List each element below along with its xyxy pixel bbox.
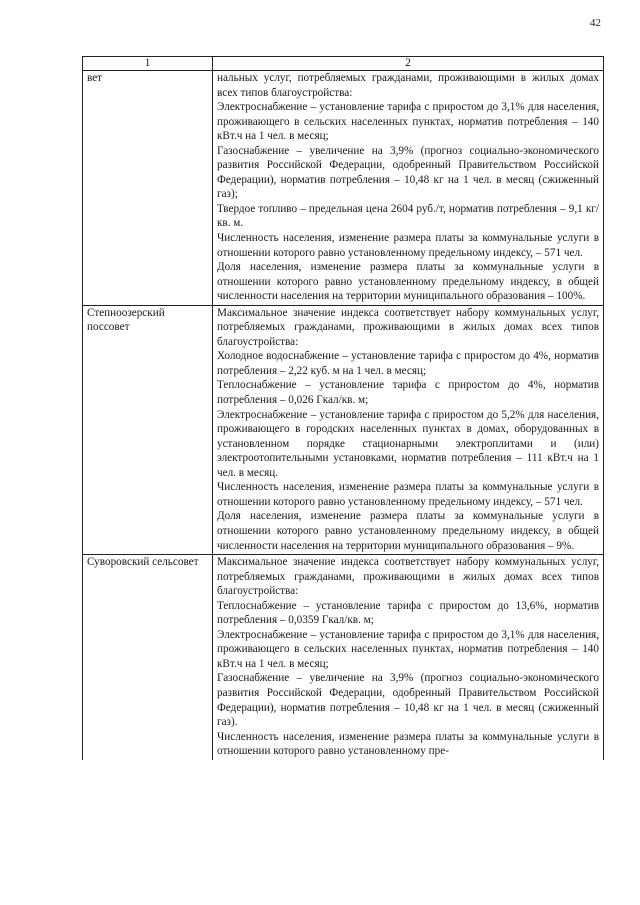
paragraph: Газоснабжение – увеличение на 3,9% (прогноз социально-экономического развития Российской Федерации, одобренный Правительством Российской Федерации), норматив потребления – 10,48 кг на 1 чел. в месяц (сжиженный газ). [217,672,599,729]
paragraph: Холодное водоснабжение – установление тарифа с приростом до 4%, норматив потребления – 2,22 куб. м на 1 чел. в месяц; [217,350,599,377]
paragraph: нальных услуг, потребляемых гражданами, проживающими в жилых домах всех типов благоустройства: [217,72,599,99]
municipality-name: вет [83,71,213,306]
column-header-2: 2 [213,57,604,71]
table-row [83,555,604,760]
page-number: 42 [590,17,601,29]
paragraph: Численность населения, изменение размера платы за коммунальные услуги в отношении которого равно установленному предельному индексу, – 571 чел. [217,232,599,259]
paragraph: Теплоснабжение – установление тарифа с приростом до 13,6%, норматив потребления – 0,0359 Гкал/кв. м; [217,599,599,627]
document-table [82,56,604,760]
paragraph: Максимальное значение индекса соответствует набору коммунальных услуг, потребляемых гражданами, проживающими в жилых домах всех типов благоустройства: [217,306,599,348]
tariff-description [213,71,604,306]
municipality-name: Суворовский сельсовет [83,555,213,760]
paragraph: Электроснабжение – установление тарифа с приростом до 5,2% для населения, проживающего в городских населенных пунктах в домах, оборудованных в установленном порядке стационарными электроплитами и (или) электроотопительными установками, норматив потребления – 111 кВт.ч на 1 чел. в месяц. [217,408,599,479]
paragraph: Твердое топливо – предельная цена 2604 руб./т, норматив потребления – 9,1 кг/кв. м. [217,202,599,230]
table-row [83,305,604,554]
paragraph: Доля населения, изменение размера платы за коммунальные услуги в отношении которого равно установленному предельному индексу, в общей численности населения на территории муниципального образования – 100%. [217,261,599,303]
paragraph: Электроснабжение – установление тарифа с приростом до 3,1% для населения, проживающего в сельских населенных пунктах, норматив потребления – 140 кВт.ч на 1 чел. в месяц; [217,101,599,143]
paragraph: Численность населения, изменение размера платы за коммунальные услуги в отношении которого равно установленному предельному индексу, – 571 чел. [217,481,599,508]
paragraph: Максимальное значение индекса соответствует набору коммунальных услуг, потребляемых гражданами, проживающими в жилых домах всех типов благоустройства: [217,556,599,598]
paragraph: Численность населения, изменение размера платы за коммунальные услуги в отношении которого равно установленному пре- [217,730,599,758]
paragraph: Электроснабжение – установление тарифа с приростом до 3,1% для населения, проживающего в сельских населенных пунктах, норматив потребления – 140 кВт.ч на 1 чел. в месяц; [217,628,599,670]
paragraph: Теплоснабжение – установление тарифа с приростом до 4%, норматив потребления – 0,026 Гкал/кв. м; [217,379,599,407]
municipality-name: Степноозерский поссовет [83,305,213,554]
table-row [83,71,604,306]
tariff-description [213,555,604,760]
paragraph: Газоснабжение – увеличение на 3,9% (прогноз социально-экономического развития Российской Федерации, одобренный Правительством Российской Федерации), норматив потребления – 10,48 кг на 1 чел. в месяц (сжиженный газ); [217,144,599,201]
paragraph: Доля населения, изменение размера платы за коммунальные услуги в отношении которого равно установленному предельному индексу, в общей численности населения на территории муниципального образования – 9%. [217,510,599,552]
table-header-row [83,57,604,71]
tariff-description [213,305,604,554]
column-header-1: 1 [83,57,213,71]
